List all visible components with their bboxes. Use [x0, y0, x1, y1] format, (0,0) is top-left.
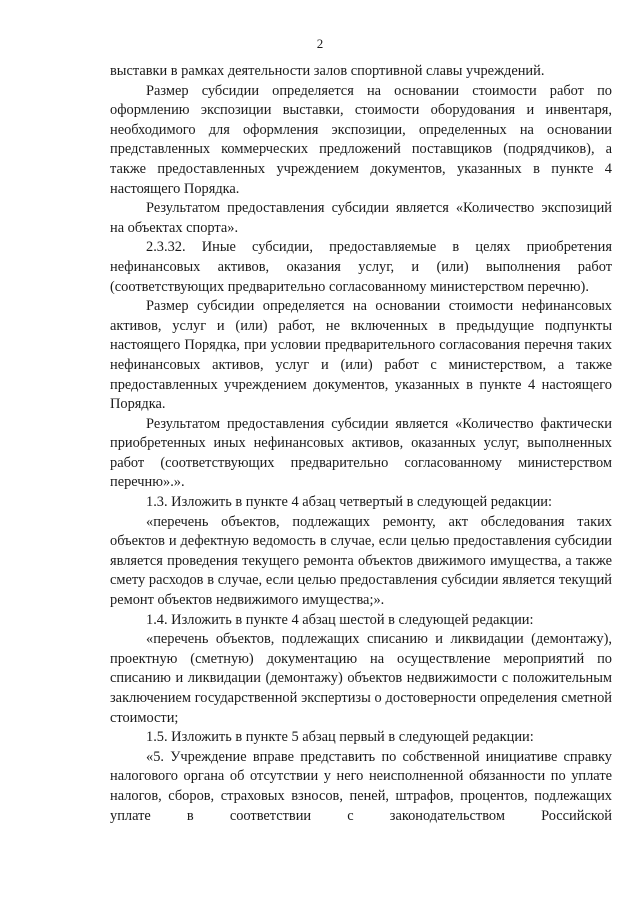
- paragraph: выставки в рамках деятельности залов спортивной славы учреждений.: [110, 63, 545, 79]
- paragraph: Размер субсидии определяется на основании стоимости нефинансовых активов, услуг и (или) работ, не включенных в предыдущие подпункты настоящего Порядка, при условии предварительного согласования перечня таких нефинансовых активов, услуг и (или) работ с министерством, а также предоставленных учреждением документов, указанных в пункте 4 настоящего Порядка.: [110, 298, 612, 413]
- paragraph: «5. Учреждение вправе представить по собственной инициативе справку налогового органа об отсутствии у него неисполненной обязанности по уплате налогов, сборов, страховых взносов, пеней, штрафов, процентов, подлежащих уплате в соответствии с законодательством Российской: [110, 748, 612, 824]
- page-number: 2: [316, 36, 324, 51]
- paragraph: Размер субсидии определяется на основании стоимости работ по оформлению экспозиции выставки, стоимости оборудования и инвентаря, необходимого для оформления экспозиции, определенных на основании представленных коммерческих предложений поставщиков (подрядчиков), а также предоставленных учреждением документов, указанных в пункте 4 настоящего Порядка.: [110, 82, 612, 197]
- paragraph: 2.3.32. Иные субсидии, предоставляемые в целях приобретения нефинансовых активов, оказания услуг, и (или) выполнения работ (соответствующих предварительно согласованному министерством перечню).: [110, 239, 612, 295]
- paragraph: «перечень объектов, подлежащих списанию и ликвидации (демонтажу), проектную (сметную) документацию на осуществление мероприятий по списанию и ликвидации (демонтажу) объектов недвижимости с положительным заключением государственной экспертизы о достоверности определения сметной стоимости;: [110, 631, 612, 726]
- paragraph: 1.3. Изложить в пункте 4 абзац четвертый в следующей редакции:: [146, 494, 552, 511]
- document-body: [110, 62, 612, 826]
- paragraph: 1.5. Изложить в пункте 5 абзац первый в следующей редакции:: [146, 729, 534, 746]
- paragraph: «перечень объектов, подлежащих ремонту, акт обследования таких объектов и дефектную ведомость в случае, если целью предоставления субсидии является проведения текущего ремонта объектов движимого имущества, а также смету расходов в случае, если целью предоставления субсидии является текущий ремонт объектов недвижимого имущества;».: [110, 513, 612, 609]
- paragraph: 1.4. Изложить в пункте 4 абзац шестой в следующей редакции:: [146, 611, 534, 628]
- paragraph: Результатом предоставления субсидии является «Количество фактически приобретенных иных нефинансовых активов, оказанных услуг, выполненных работ (соответствующих предварительно согласованному министерством перечню».».: [110, 415, 612, 491]
- paragraph: Результатом предоставления субсидии является «Количество экспозиций на объектах спорта».: [110, 200, 612, 236]
